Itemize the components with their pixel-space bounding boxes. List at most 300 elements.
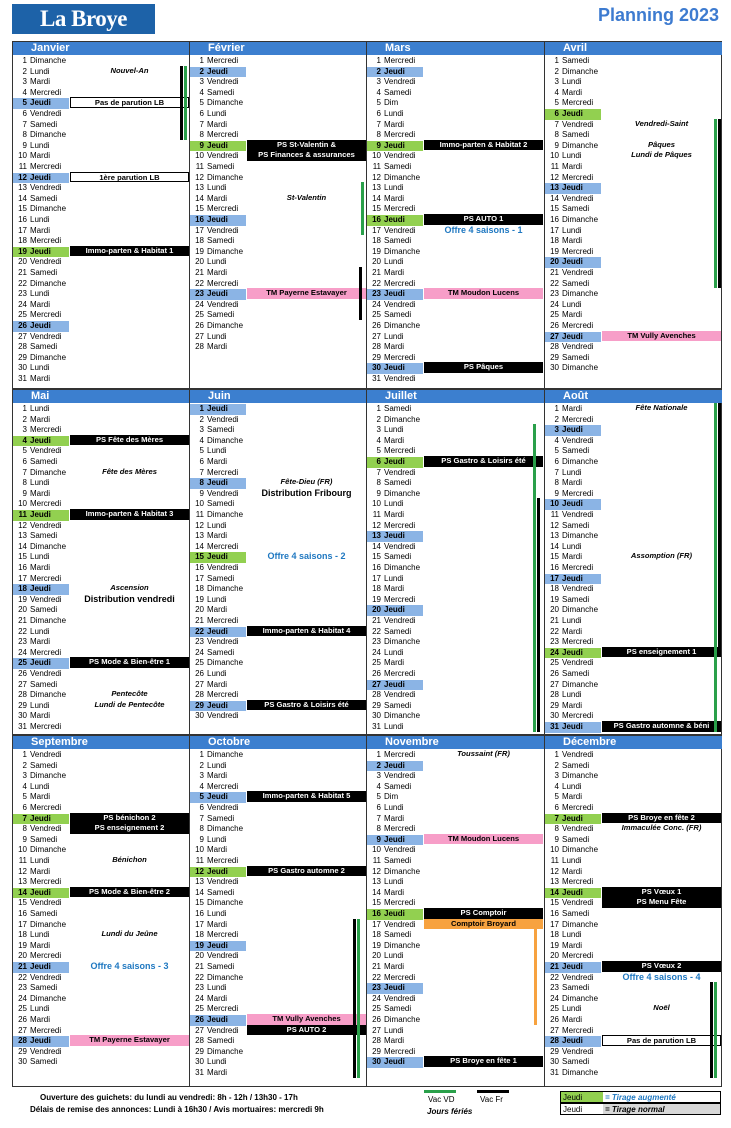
day-number: 27 (195, 1025, 204, 1035)
day-name: Mercredi (30, 803, 62, 812)
day-name: Jeudi (384, 909, 405, 918)
day-name: Vendredi (30, 257, 62, 267)
day-row (545, 183, 722, 194)
day-row (13, 489, 190, 500)
day-number: 20 (18, 951, 27, 961)
day-number: 9 (376, 488, 381, 498)
day-row (13, 353, 190, 364)
day-name: Dimanche (30, 616, 67, 625)
day-row (545, 489, 722, 500)
day-number: 30 (550, 711, 559, 721)
day-name: Samedi (562, 352, 590, 362)
day-number: 15 (550, 898, 559, 908)
day-number: 29 (18, 352, 27, 362)
day-row (545, 920, 722, 931)
day-number: 7 (22, 119, 27, 129)
legend-jeudi-green: Jeudi (561, 1092, 603, 1102)
day-row (190, 973, 367, 984)
day-name: Jeudi (30, 172, 51, 182)
day-row (545, 616, 722, 627)
day-number: 19 (18, 940, 27, 950)
day-row (190, 120, 367, 131)
day-name: Jeudi (207, 552, 228, 562)
day-name: Mercredi (30, 310, 62, 320)
day-name: Vendredi (30, 183, 62, 193)
day-name: Dimanche (384, 711, 421, 721)
day-name: Mercredi (562, 637, 594, 647)
day-row (190, 835, 367, 846)
day-number: 18 (195, 930, 204, 940)
day-row (367, 563, 544, 574)
day-number: 18 (550, 930, 559, 940)
day-number: 28 (372, 342, 381, 352)
day-number: 2 (554, 760, 559, 770)
day-name: Jeudi (207, 792, 228, 802)
day-name: Mercredi (384, 750, 416, 759)
day-name: Mercredi (207, 278, 239, 288)
day-name: Dimanche (30, 278, 67, 288)
day-row (545, 782, 722, 793)
day-row (545, 468, 722, 479)
day-row (545, 353, 722, 364)
day-name: Mercredi (384, 972, 416, 982)
day-name: Mardi (562, 162, 583, 171)
day-row (13, 109, 190, 120)
day-name: Samedi (562, 130, 590, 140)
day-number: 22 (372, 278, 381, 288)
day-row (13, 792, 190, 803)
day-row (367, 173, 544, 184)
day-name: Samedi (207, 962, 235, 971)
day-row (13, 605, 190, 616)
day-row (545, 750, 722, 761)
day-name: Lundi (384, 647, 404, 657)
day-name: Dimanche (207, 750, 244, 759)
day-number: 15 (195, 204, 204, 214)
day-number: 2 (22, 414, 27, 424)
day-name: Lundi (30, 363, 50, 373)
day-number: 5 (554, 98, 559, 108)
day-name: Vendredi (207, 803, 239, 812)
day-row (190, 814, 367, 825)
day-name: Lundi (30, 700, 50, 710)
day-name: Dimanche (30, 541, 67, 551)
day-name: Vendredi (384, 616, 416, 625)
day-number: 1 (376, 56, 381, 65)
day-number: 27 (550, 679, 559, 689)
day-name: Samedi (30, 909, 58, 918)
day-name: Lundi (562, 299, 582, 309)
day-number: 4 (554, 781, 559, 791)
day-row (13, 941, 190, 952)
day-name: Mardi (384, 962, 405, 971)
day-name: Vendredi (384, 151, 416, 161)
day-row (13, 215, 190, 226)
day-row (190, 531, 367, 542)
day-number: 21 (18, 616, 27, 625)
day-name: Mardi (207, 119, 228, 129)
vacation-bar (714, 403, 717, 732)
day-name: Lundi (30, 781, 50, 791)
day-number: 3 (554, 771, 559, 781)
day-row (367, 1004, 544, 1015)
day-number: 28 (550, 342, 559, 352)
day-row (367, 941, 544, 952)
day-number: 27 (372, 331, 381, 341)
month-octobre (190, 736, 367, 1088)
day-row (545, 761, 722, 772)
day-name: Mercredi (384, 204, 416, 214)
day-row (367, 605, 544, 616)
day-row (13, 983, 190, 994)
day-row (190, 56, 367, 67)
day-row (13, 321, 190, 332)
day-row (545, 983, 722, 994)
day-name: Samedi (384, 700, 412, 710)
day-name: Dimanche (207, 1046, 244, 1056)
day-row (545, 1068, 722, 1079)
day-name: Mercredi (384, 520, 416, 530)
day-row (367, 814, 544, 825)
day-row (545, 310, 722, 321)
event-annotation: Immo-parten & Habitat 5 (247, 791, 366, 802)
day-number: 16 (372, 909, 381, 918)
event-annotation: Lundi de Pentecôte (94, 699, 165, 709)
day-number: 26 (372, 669, 381, 678)
day-name: Vendredi (30, 669, 62, 678)
day-number: 5 (554, 792, 559, 802)
event-annotation: Assomption (FR) (630, 551, 693, 561)
day-name: Lundi (207, 109, 227, 118)
day-name: Dimanche (207, 584, 244, 594)
event-annotation: PS Gastro & Loisirs été (424, 456, 543, 467)
day-name: Dimanche (562, 845, 599, 855)
day-row (190, 236, 367, 247)
day-row (367, 120, 544, 131)
day-name: Samedi (384, 162, 412, 171)
day-name: Jeudi (384, 679, 405, 689)
day-number: 2 (376, 66, 381, 76)
day-number: 19 (550, 594, 559, 604)
day-number: 3 (22, 771, 27, 781)
day-row (367, 404, 544, 415)
day-row (367, 88, 544, 99)
day-name: Mardi (30, 299, 51, 309)
day-name: Samedi (30, 679, 58, 689)
day-name: Dimanche (562, 289, 599, 299)
day-name: Lundi (384, 722, 404, 731)
day-name: Mercredi (207, 690, 239, 700)
day-number: 25 (372, 658, 381, 668)
event-annotation: St-Valentin (286, 192, 327, 202)
day-name: Mercredi (30, 573, 62, 583)
day-row (190, 898, 367, 909)
day-number: 11 (195, 162, 204, 171)
day-number: 4 (376, 87, 381, 97)
day-number: 13 (550, 531, 559, 541)
day-number: 4 (22, 87, 27, 97)
day-number: 6 (554, 109, 559, 118)
day-name: Mercredi (207, 781, 239, 791)
day-number: 3 (199, 77, 204, 87)
day-number: 7 (376, 467, 381, 477)
day-name: Samedi (30, 457, 58, 466)
day-name: Samedi (384, 552, 412, 562)
day-row (545, 909, 722, 920)
day-number: 4 (22, 435, 27, 445)
day-number: 31 (18, 374, 27, 383)
day-number: 13 (18, 877, 27, 887)
day-row (545, 363, 722, 374)
day-number: 23 (18, 289, 27, 299)
day-row (367, 761, 544, 772)
day-row (13, 257, 190, 268)
day-number: 4 (554, 435, 559, 445)
event-annotation: PS Gastro & Loisirs été (247, 700, 366, 711)
event-annotation: Toussaint (FR) (457, 749, 510, 758)
day-number: 17 (372, 225, 381, 235)
day-row (545, 257, 722, 268)
vacation-bar (718, 119, 721, 289)
day-name: Mercredi (30, 499, 62, 509)
day-name: Mardi (562, 792, 583, 802)
day-row (545, 669, 722, 680)
day-number: 5 (376, 446, 381, 456)
day-number: 10 (550, 845, 559, 855)
day-number: 27 (18, 331, 27, 341)
day-number: 20 (372, 257, 381, 267)
day-number: 25 (372, 1004, 381, 1014)
day-number: 9 (554, 834, 559, 844)
vacation-bar (537, 498, 540, 731)
vacation-bar (359, 267, 362, 320)
day-name: Vendredi (562, 193, 594, 203)
day-row (367, 56, 544, 67)
day-number: 23 (550, 637, 559, 647)
day-name: Mardi (207, 993, 228, 1003)
day-row (545, 56, 722, 67)
day-number: 24 (550, 993, 559, 1003)
day-row (13, 204, 190, 215)
day-name: Lundi (207, 1057, 227, 1067)
day-row (13, 194, 190, 205)
month-header: Décembre (545, 736, 722, 749)
day-name: Jeudi (207, 1015, 228, 1024)
day-number: 7 (22, 467, 27, 477)
day-number: 6 (554, 803, 559, 812)
day-number: 20 (195, 951, 204, 961)
day-number: 22 (18, 626, 27, 636)
day-number: 8 (22, 130, 27, 140)
day-row (190, 750, 367, 761)
day-number: 4 (376, 435, 381, 445)
day-row (190, 510, 367, 521)
day-number: 28 (195, 342, 204, 352)
day-number: 1 (376, 750, 381, 759)
day-number: 26 (372, 321, 381, 330)
day-name: Lundi (562, 690, 582, 700)
day-row (190, 563, 367, 574)
day-row (367, 67, 544, 78)
legend-vac-vd-line (424, 1090, 456, 1093)
day-name: Samedi (562, 1057, 590, 1067)
day-name: Lundi (384, 109, 404, 118)
day-number: 25 (18, 310, 27, 320)
day-row (367, 542, 544, 553)
day-name: Dimanche (207, 435, 244, 445)
day-name: Jeudi (384, 1057, 405, 1067)
day-row (367, 499, 544, 510)
day-name: Lundi (384, 803, 404, 812)
event-annotation: PS Mode & Bien-être 2 (70, 887, 189, 898)
day-name: Mardi (384, 813, 405, 823)
day-name: Mercredi (562, 414, 594, 424)
day-row (367, 574, 544, 585)
day-number: 15 (372, 204, 381, 214)
day-name: Dimanche (562, 140, 599, 150)
day-number: 24 (18, 993, 27, 1003)
day-number: 12 (372, 520, 381, 530)
day-number: 18 (18, 236, 27, 246)
day-name: Vendredi (207, 299, 239, 309)
month-header: Octobre (190, 736, 367, 749)
day-number: 6 (376, 109, 381, 118)
event-annotation: Vendredi-Saint (634, 118, 689, 128)
day-row (13, 151, 190, 162)
day-name: Jeudi (562, 257, 583, 267)
day-name: Mardi (384, 342, 405, 352)
day-name: Jeudi (207, 289, 228, 299)
day-name: Jeudi (207, 700, 228, 710)
day-name: Mardi (30, 225, 51, 235)
day-row (545, 701, 722, 712)
day-row (367, 521, 544, 532)
day-name: Mercredi (562, 803, 594, 812)
day-number: 19 (550, 246, 559, 256)
day-number: 1 (199, 404, 204, 413)
day-number: 27 (372, 1025, 381, 1035)
day-number: 9 (376, 140, 381, 150)
event-annotation: PS enseignement 2 (70, 823, 189, 834)
day-name: Vendredi (207, 225, 239, 235)
day-number: 13 (195, 183, 204, 193)
day-name: Vendredi (30, 446, 62, 456)
day-row (13, 310, 190, 321)
day-number: 29 (195, 1046, 204, 1056)
day-row (367, 930, 544, 941)
day-row (190, 994, 367, 1005)
day-number: 18 (550, 584, 559, 594)
day-row (545, 446, 722, 457)
day-name: Vendredi (30, 594, 62, 604)
day-number: 1 (554, 404, 559, 413)
day-number: 8 (554, 824, 559, 834)
day-number: 27 (195, 331, 204, 341)
day-number: 3 (199, 771, 204, 781)
day-name: Vendredi (207, 151, 239, 161)
day-number: 11 (550, 510, 559, 519)
day-number: 3 (376, 771, 381, 781)
event-annotation: PS Vœux 2 (602, 961, 721, 972)
day-name: Vendredi (562, 119, 594, 129)
day-row (545, 289, 722, 300)
day-name: Samedi (207, 813, 235, 823)
day-number: 25 (195, 1004, 204, 1014)
day-number: 22 (550, 278, 559, 288)
day-name: Jeudi (562, 183, 583, 193)
day-number: 24 (195, 299, 204, 309)
day-row (545, 77, 722, 88)
legend-box (560, 1091, 721, 1116)
day-number: 11 (372, 510, 381, 519)
day-number: 30 (550, 363, 559, 373)
day-row (13, 627, 190, 638)
day-name: Vendredi (384, 541, 416, 551)
event-annotation: PS Fête des Mères (70, 435, 189, 446)
day-row (13, 722, 190, 733)
month-header: Août (545, 390, 722, 403)
day-number: 4 (199, 781, 204, 791)
day-name: Mercredi (30, 1025, 62, 1035)
day-row (367, 510, 544, 521)
day-row (545, 88, 722, 99)
day-name: Mardi (207, 1068, 228, 1077)
day-row (190, 574, 367, 585)
day-row (190, 67, 367, 78)
day-name: Mercredi (562, 321, 594, 330)
day-row (190, 648, 367, 659)
day-row (367, 782, 544, 793)
day-name: Jeudi (30, 321, 51, 330)
event-annotation: PS Broye en fête 1 (424, 1056, 543, 1067)
day-name: Mercredi (562, 951, 594, 961)
day-row (190, 457, 367, 468)
day-row (367, 342, 544, 353)
day-number: 1 (554, 750, 559, 759)
day-name: Mardi (384, 887, 405, 897)
day-number: 21 (550, 616, 559, 625)
day-name: Lundi (207, 594, 227, 604)
day-name: Mercredi (384, 1046, 416, 1056)
day-number: 13 (18, 183, 27, 193)
day-name: Mardi (30, 792, 51, 802)
day-number: 3 (554, 77, 559, 87)
day-row (190, 951, 367, 962)
month-header: Février (190, 42, 367, 55)
day-number: 7 (199, 813, 204, 823)
day-name: Dimanche (384, 172, 421, 182)
event-annotation: PS AUTO 1 (424, 214, 543, 225)
day-number: 10 (372, 499, 381, 509)
day-number: 16 (550, 909, 559, 918)
day-row (190, 761, 367, 772)
day-name: Dimanche (384, 866, 421, 876)
day-number: 23 (18, 637, 27, 647)
day-row (367, 877, 544, 888)
day-row (367, 247, 544, 258)
day-number: 30 (18, 363, 27, 373)
day-number: 2 (376, 414, 381, 424)
day-number: 24 (372, 647, 381, 657)
day-number: 28 (18, 342, 27, 352)
day-number: 13 (372, 531, 381, 541)
day-name: Dim (384, 98, 399, 108)
day-row (367, 489, 544, 500)
day-number: 12 (550, 172, 559, 182)
day-name: Vendredi (562, 435, 594, 445)
day-number: 8 (199, 130, 204, 140)
day-row (190, 109, 367, 120)
